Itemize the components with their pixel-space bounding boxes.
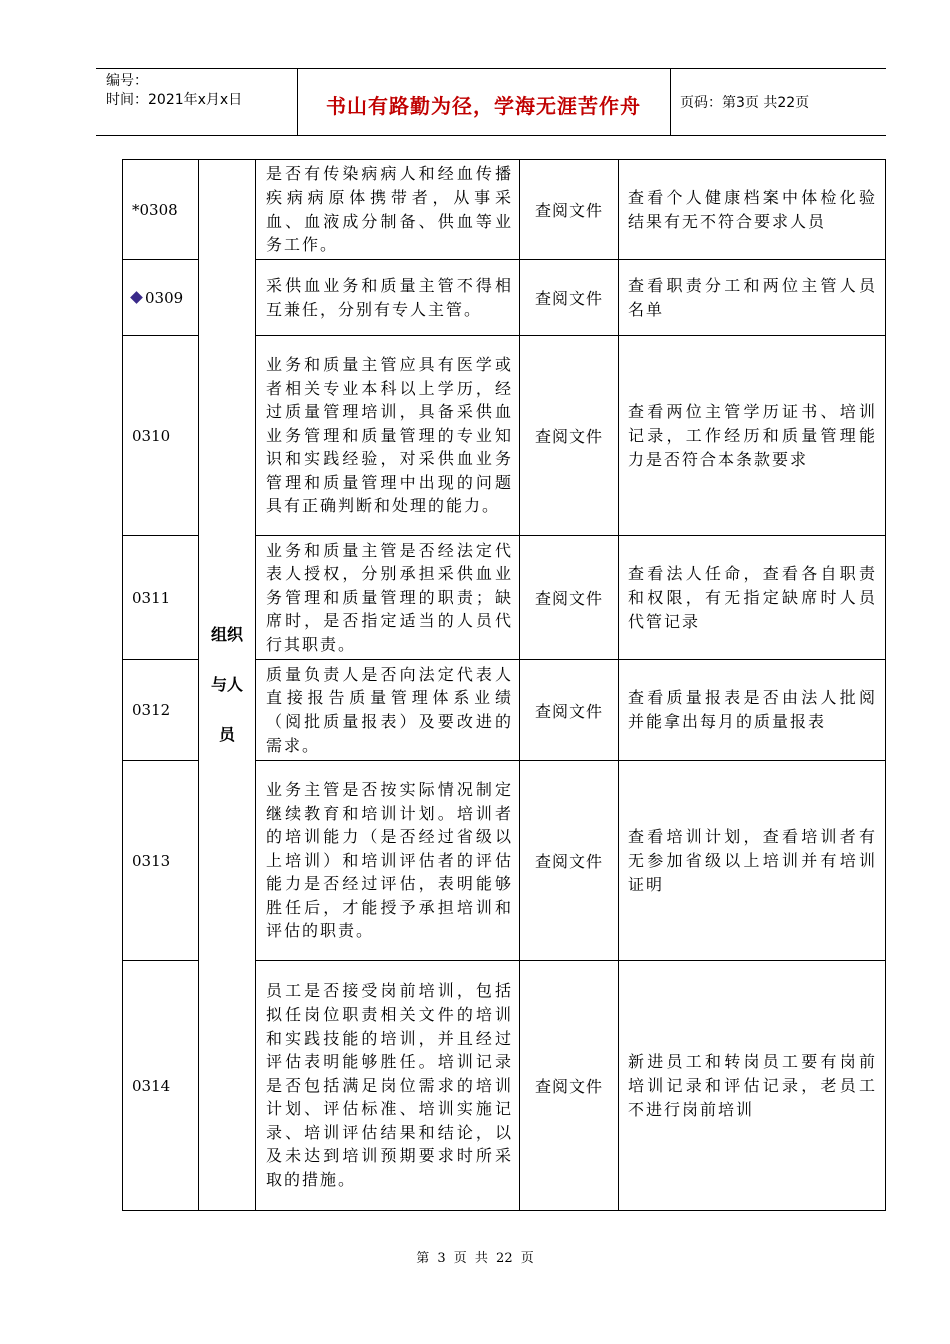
category-label-line: 组织 (210, 625, 243, 644)
item-code: 0309 (145, 288, 184, 307)
check-content: 新进员工和转岗员工要有岗前培训记录和评估记录，老员工不进行岗前培训 (619, 961, 886, 1211)
item-description: 采供血业务和质量主管不得相互兼任，分别有专人主管。 (256, 260, 520, 336)
check-method: 查阅文件 (520, 536, 619, 660)
item-description: 业务主管是否按实际情况制定继续教育和培训计划。培训者的培训能力（是否经过省级以上培训）和培训评估者的评估能力是否经过评估，表明能够胜任后，才能授予承担培训和评估的职责。 (256, 761, 520, 961)
item-description: 质量负责人是否向法定代表人直接报告质量管理体系业绩（阅批质量报表）及要改进的需求。 (256, 660, 520, 761)
check-method: 查阅文件 (520, 961, 619, 1211)
check-method: 查阅文件 (520, 336, 619, 536)
check-content: 查看职责分工和两位主管人员名单 (619, 260, 886, 336)
item-code: 0312 (123, 660, 199, 761)
item-description: 业务和质量主管是否经法定代表人授权，分别承担采供血业务管理和质量管理的职责；缺席时，是否指定适当的人员代行其职责。 (256, 536, 520, 660)
key-item-diamond-icon (130, 291, 143, 304)
header-bottom-rule (96, 135, 886, 136)
header-divider (670, 68, 671, 135)
header-top-rule (96, 68, 886, 69)
item-description: 业务和质量主管应具有医学或者相关专业本科以上学历，经过质量管理培训，具备采供血业务管理和质量管理的专业知识和实践经验，对采供血业务管理和质量管理中出现的问题具有正确判断和处理的能力。 (256, 336, 520, 536)
check-content: 查看培训计划，查看培训者有无参加省级以上培训并有培训证明 (619, 761, 886, 961)
check-method: 查阅文件 (520, 260, 619, 336)
check-content: 查看质量报表是否由法人批阅并能拿出每月的质量报表 (619, 660, 886, 761)
header-page-info: 页码：第3页 共22页 (680, 95, 810, 111)
check-content: 查看个人健康档案中体检化验结果有无不符合要求人员 (619, 160, 886, 260)
item-code: 0313 (123, 761, 199, 961)
category-label-line: 员 (218, 725, 235, 744)
item-description: 员工是否接受岗前培训，包括拟任岗位职责相关文件的培训和实践技能的培训，并且经过评估表明能够胜任。培训记录是否包括满足岗位需求的培训计划、评估标准、培训实施记录、培训评估结果和结论，以及未达到培训预期要求时所采取的措施。 (256, 961, 520, 1211)
item-code-cell (123, 260, 199, 336)
header-motto: 书山有路勤为径，学海无涯苦作舟 (326, 94, 641, 118)
table-row (123, 160, 886, 260)
document-time-label: 时间：2021年x月x日 (106, 92, 243, 108)
check-content: 查看法人任命，查看各自职责和权限，有无指定缺席时人员代管记录 (619, 536, 886, 660)
document-number-label: 编号： (106, 73, 148, 89)
page-footer: 第 3 页 共 22 页 (416, 1251, 534, 1266)
category-cell (199, 160, 256, 1211)
item-code: 0310 (123, 336, 199, 536)
item-description: 是否有传染病病人和经血传播疾病病原体携带者，从事采血、血液成分制备、供血等业务工作。 (256, 160, 520, 260)
item-code: 0311 (123, 536, 199, 660)
item-code: 0314 (123, 961, 199, 1211)
header-meta (106, 72, 242, 110)
check-method: 查阅文件 (520, 660, 619, 761)
check-method: 查阅文件 (520, 160, 619, 260)
item-code: *0308 (123, 160, 199, 260)
check-method: 查阅文件 (520, 761, 619, 961)
check-content: 查看两位主管学历证书、培训记录，工作经历和质量管理能力是否符合本条款要求 (619, 336, 886, 536)
inspection-table (122, 159, 886, 1211)
category-label-line: 与人 (210, 675, 243, 694)
